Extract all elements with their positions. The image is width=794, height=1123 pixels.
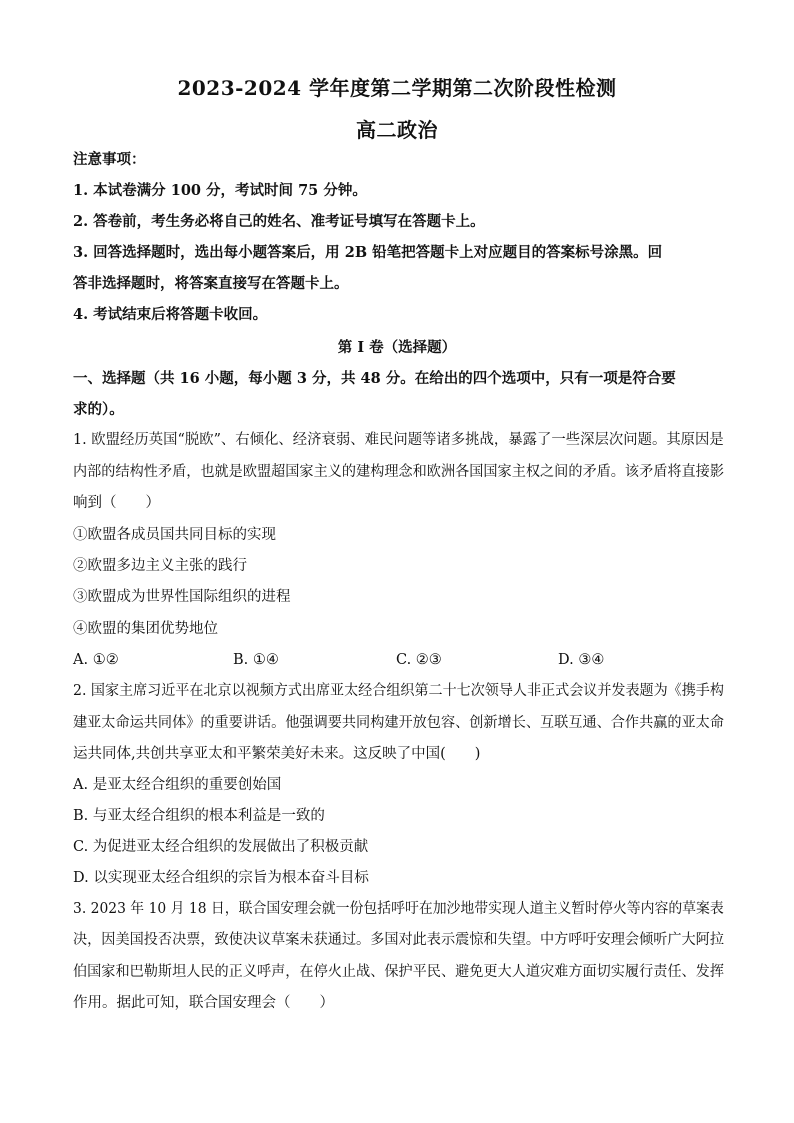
- section-instruction: 一、选择题（共 16 小题，每小题 3 分，共 48 分。在给出的四个选项中，只有一项是符合要: [73, 370, 676, 387]
- q1-statement-2: ②欧盟多边主义主张的践行: [73, 558, 247, 574]
- q1-option-c: C. ②③: [396, 652, 442, 668]
- q3-stem-line-1: 3. 2023 年 10 月 18 日，联合国安理会就一份包括呼吁在加沙地带实现人道主义暂时停火等内容的草案表: [73, 901, 724, 917]
- notice-item-3-cont: 答非选择题时，将答案直接写在答题卡上。: [73, 275, 349, 292]
- notice-item-4: 4. 考试结束后将答题卡收回。: [73, 306, 268, 323]
- q2-stem-line-1: 2. 国家主席习近平在北京以视频方式出席亚太经合组织第二十七次领导人非正式会议并发表题为《携手构: [73, 683, 724, 699]
- q3-stem-line-4: 作用。据此可知，联合国安理会（ ）: [73, 995, 334, 1011]
- notice-heading: 注意事项：: [73, 151, 146, 168]
- q1-option-b: B. ①④: [233, 652, 279, 668]
- q2-option-d: D. 以实现亚太经合组织的宗旨为根本奋斗目标: [73, 870, 369, 886]
- exam-title: 2023-2024 学年度第二学期第二次阶段性检测: [177, 76, 617, 100]
- notice-item-1: 1. 本试卷满分 100 分，考试时间 75 分钟。: [73, 182, 367, 199]
- q2-option-a: A. 是亚太经合组织的重要创始国: [73, 777, 282, 793]
- q3-stem-line-3: 伯国家和巴勒斯坦人民的正义呼声，在停火止战、保护平民、避免更大人道灾难方面切实履行责任、发挥: [73, 964, 724, 980]
- q2-option-c: C. 为促进亚太经合组织的发展做出了积极贡献: [73, 839, 369, 855]
- q1-stem-line-3: 响到（ ）: [73, 495, 160, 511]
- q1-stem-line-1: 1. 欧盟经历英国“脱欧”、右倾化、经济衰弱、难民问题等诸多挑战，暴露了一些深层次问题。其原因是: [73, 432, 724, 448]
- q1-option-a: A. ①②: [73, 652, 119, 668]
- q2-stem-line-3: 运共同体,共创共享亚太和平繁荣美好未来。这反映了中国( ): [73, 746, 481, 762]
- q1-statement-1: ①欧盟各成员国共同目标的实现: [73, 527, 276, 543]
- q2-stem-line-2: 建亚太命运共同体》的重要讲话。他强调要共同构建开放包容、创新增长、互联互通、合作共赢的亚太命: [73, 715, 724, 731]
- section-instruction-cont: 求的）。: [73, 401, 124, 418]
- q3-stem-line-2: 决，因美国投否决票，致使决议草案未获通过。多国对此表示震惊和失望。中方呼吁安理会倾听广大阿拉: [73, 932, 724, 948]
- notice-item-3: 3. 回答选择题时，选出每小题答案后，用 2B 铅笔把答题卡上对应题目的答案标号涂黑。回: [73, 244, 663, 261]
- q2-option-b: B. 与亚太经合组织的根本利益是一致的: [73, 808, 325, 824]
- volume-title: 第 I 卷（选择题）: [337, 339, 457, 356]
- q1-statement-3: ③欧盟成为世界性国际组织的进程: [73, 589, 291, 605]
- notice-item-2: 2. 答卷前，考生务必将自己的姓名、准考证号填写在答题卡上。: [73, 213, 485, 230]
- exam-subject: 高二政治: [356, 118, 438, 142]
- q1-option-d: D. ③④: [558, 652, 605, 668]
- q1-statement-4: ④欧盟的集团优势地位: [73, 621, 218, 637]
- q1-stem-line-2: 内部的结构性矛盾，也就是欧盟超国家主义的建构理念和欧洲各国国家主权之间的矛盾。该矛盾将直接影: [73, 464, 724, 480]
